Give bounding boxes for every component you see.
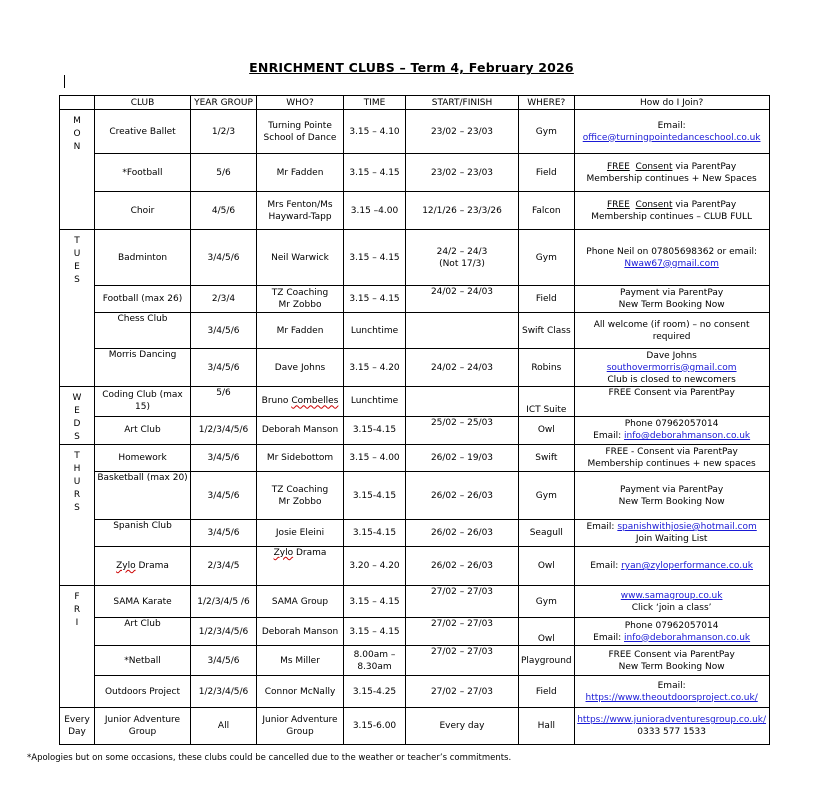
join-info: Phone 07962057014 Email: info@deborahmanson.co.uk xyxy=(574,416,769,444)
club-name: Art Club xyxy=(95,618,191,646)
dates: 25/02 – 25/03 xyxy=(406,416,519,444)
table-row xyxy=(60,387,770,417)
who: Mrs Fenton/Ms Hayward-Tapp xyxy=(257,192,344,230)
table-row xyxy=(60,349,770,387)
website-link[interactable]: www.samagroup.co.uk xyxy=(620,590,723,601)
dates: 27/02 – 27/03 xyxy=(406,586,519,618)
who: Zylo Drama xyxy=(257,547,344,586)
time: 3.15 – 4.15 xyxy=(344,618,406,646)
who: Deborah Manson xyxy=(257,416,344,444)
club-name: Basketball (max 20) xyxy=(95,472,191,520)
dates: 12/1/26 – 23/3/26 xyxy=(406,192,519,230)
dates: 26/02 – 26/03 xyxy=(406,547,519,586)
header-row xyxy=(60,96,770,110)
where: Owl xyxy=(519,618,575,646)
email-link[interactable]: info@deborahmanson.co.uk xyxy=(624,431,751,442)
club-name: *Football xyxy=(95,154,191,192)
table-row xyxy=(60,230,770,286)
header-who: WHO? xyxy=(257,96,344,110)
day-label-weds: W E D S xyxy=(60,387,95,445)
year-group: 4/5/6 xyxy=(191,192,257,230)
where: Gym xyxy=(519,472,575,520)
who: Mr Sidebottom xyxy=(257,445,344,472)
year-group: 3/4/5/6 xyxy=(191,445,257,472)
where: Falcon xyxy=(519,192,575,230)
where: Owl xyxy=(519,416,575,444)
dates: 26/02 – 26/03 xyxy=(406,472,519,520)
club-name: Zylo Drama xyxy=(95,547,191,586)
table-row xyxy=(60,472,770,520)
table-row xyxy=(60,708,770,745)
table-row xyxy=(60,416,770,444)
who: Dave Johns xyxy=(257,349,344,387)
who: Neil Warwick xyxy=(257,230,344,286)
join-info: All welcome (if room) – no consent required xyxy=(574,313,769,349)
where: Gym xyxy=(519,586,575,618)
time: 3.15 – 4.15 xyxy=(344,586,406,618)
time: 3.15-4.25 xyxy=(344,676,406,708)
where: Owl xyxy=(519,547,575,586)
dates: 26/02 – 19/03 xyxy=(406,445,519,472)
year-group: All xyxy=(191,708,257,745)
where: Seagull xyxy=(519,520,575,547)
club-name: Art Club xyxy=(95,416,191,444)
table-row xyxy=(60,646,770,676)
year-group: 5/6 xyxy=(191,154,257,192)
club-name: Badminton xyxy=(95,230,191,286)
club-name: Chess Club xyxy=(95,313,191,349)
who: Junior Adventure Group xyxy=(257,708,344,745)
who: Deborah Manson xyxy=(257,618,344,646)
dates: 27/02 – 27/03 xyxy=(406,618,519,646)
year-group: 1/2/3/4/5 /6 xyxy=(191,586,257,618)
dates: 23/02 – 23/03 xyxy=(406,110,519,154)
where: Field xyxy=(519,676,575,708)
day-label-fri: F R I xyxy=(60,586,95,708)
time: 3.15 – 4.00 xyxy=(344,445,406,472)
table-row xyxy=(60,676,770,708)
time: 3.15 – 4.15 xyxy=(344,230,406,286)
club-name: *Netball xyxy=(95,646,191,676)
year-group: 3/4/5/6 xyxy=(191,313,257,349)
dates: 23/02 – 23/03 xyxy=(406,154,519,192)
club-name: Choir xyxy=(95,192,191,230)
where: Field xyxy=(519,286,575,313)
join-info: Email: ryan@zyloperformance.co.uk xyxy=(574,547,769,586)
time: Lunchtime xyxy=(344,313,406,349)
dates: 26/02 – 26/03 xyxy=(406,520,519,547)
where: Swift xyxy=(519,445,575,472)
day-label-tues: T U E S xyxy=(60,230,95,387)
who: Connor McNally xyxy=(257,676,344,708)
dates: 27/02 – 27/03 xyxy=(406,676,519,708)
table-row xyxy=(60,110,770,154)
join-info: Phone Neil on 07805698362 or email: Nwaw67@gmail.com xyxy=(574,230,769,286)
time: 3.15 – 4.10 xyxy=(344,110,406,154)
year-group: 1/2/3 xyxy=(191,110,257,154)
dates: 24/02 – 24/03 xyxy=(406,349,519,387)
time: 3.20 – 4.20 xyxy=(344,547,406,586)
club-name: Outdoors Project xyxy=(95,676,191,708)
time: 3.15 – 4.15 xyxy=(344,286,406,313)
day-label-thurs: T H U R S xyxy=(60,445,95,586)
where: Swift Class xyxy=(519,313,575,349)
time: 3.15 –4.00 xyxy=(344,192,406,230)
club-name: Football (max 26) xyxy=(95,286,191,313)
header-dates: START/FINISH xyxy=(406,96,519,110)
time: Lunchtime xyxy=(344,387,406,417)
year-group: 2/3/4/5 xyxy=(191,547,257,586)
year-group: 1/2/3/4/5/6 xyxy=(191,416,257,444)
clubs-table xyxy=(59,95,770,745)
time: 3.15-4.15 xyxy=(344,472,406,520)
join-info: https://www.junioradventuresgroup.co.uk/ 0333 577 1533 xyxy=(574,708,769,745)
day-label-every-day: Every Day xyxy=(60,708,95,745)
join-info: Dave Johns southovermorris@gmail.com Club is closed to newcomers xyxy=(574,349,769,387)
club-name: Homework xyxy=(95,445,191,472)
website-link[interactable]: https://www.junioradventuresgroup.co.uk/ xyxy=(577,715,767,725)
club-name: Coding Club (max 15) xyxy=(95,387,191,417)
year-group: 2/3/4 xyxy=(191,286,257,313)
club-name: Junior Adventure Group xyxy=(95,708,191,745)
dates: 24/2 – 24/3 (Not 17/3) xyxy=(406,230,519,286)
who: Turning Pointe School of Dance xyxy=(257,110,344,154)
website-link[interactable]: https://www.theoutdoorsproject.co.uk/ xyxy=(585,692,758,703)
who: TZ Coaching Mr Zobbo xyxy=(257,472,344,520)
where: Field xyxy=(519,154,575,192)
day-label-mon: M O N xyxy=(60,110,95,230)
where: Playground xyxy=(519,646,575,676)
who: Mr Fadden xyxy=(257,154,344,192)
header-where: WHERE? xyxy=(519,96,575,110)
table-row xyxy=(60,547,770,586)
where: Gym xyxy=(519,230,575,286)
who: Bruno Combelles xyxy=(257,387,344,417)
join-info: FREE Consent via ParentPay Membership continues – CLUB FULL xyxy=(574,192,769,230)
join-info: Payment via ParentPay New Term Booking Now xyxy=(574,472,769,520)
table-row xyxy=(60,192,770,230)
table-row xyxy=(60,445,770,472)
table-row xyxy=(60,618,770,646)
table-row xyxy=(60,520,770,547)
time: 3.15 – 4.20 xyxy=(344,349,406,387)
who: SAMA Group xyxy=(257,586,344,618)
email-link[interactable]: info@deborahmanson.co.uk xyxy=(624,632,751,643)
join-info: FREE Consent via ParentPay New Term Booking Now xyxy=(574,646,769,676)
join-info: FREE Consent via ParentPay Membership continues + New Spaces xyxy=(574,154,769,192)
header-club: CLUB xyxy=(95,96,191,110)
who: TZ Coaching Mr Zobbo xyxy=(257,286,344,313)
email-link[interactable]: ryan@zyloperformance.co.uk xyxy=(621,561,753,571)
year-group: 1/2/3/4/5/6 xyxy=(191,676,257,708)
join-info: Phone 07962057014 Email: info@deborahmanson.co.uk xyxy=(574,618,769,646)
year-group: 5/6 xyxy=(191,387,257,417)
year-group: 1/2/3/4/5/6 xyxy=(191,618,257,646)
time: 3.15-4.15 xyxy=(344,520,406,547)
header-time: TIME xyxy=(344,96,406,110)
email-link[interactable]: spanishwithjosie@hotmail.com xyxy=(617,522,757,532)
year-group: 3/4/5/6 xyxy=(191,646,257,676)
where: Hall xyxy=(519,708,575,745)
dates: 24/02 – 24/03 xyxy=(406,286,519,313)
time: 3.15-6.00 xyxy=(344,708,406,745)
where: ICT Suite xyxy=(519,387,575,417)
who: Ms Miller xyxy=(257,646,344,676)
dates xyxy=(406,313,519,349)
header-year: YEAR GROUP xyxy=(191,96,257,110)
header-day xyxy=(60,96,95,110)
join-info: www.samagroup.co.uk Click ‘join a class’ xyxy=(574,586,769,618)
join-info: Email: spanishwithjosie@hotmail.com Join Waiting List xyxy=(574,520,769,547)
time: 3.15-4.15 xyxy=(344,416,406,444)
time: 3.15 – 4.15 xyxy=(344,154,406,192)
page-title: ENRICHMENT CLUBS – Term 4, February 2026 xyxy=(249,60,574,75)
who: Josie Eleini xyxy=(257,520,344,547)
header-join: How do I Join? xyxy=(574,96,769,110)
club-name: Spanish Club xyxy=(95,520,191,547)
text-cursor xyxy=(64,75,65,88)
dates xyxy=(406,387,519,417)
who: Mr Fadden xyxy=(257,313,344,349)
join-info: Payment via ParentPay New Term Booking Now xyxy=(574,286,769,313)
club-name: Morris Dancing xyxy=(95,349,191,387)
join-info: FREE - Consent via ParentPay Membership continues + new spaces xyxy=(574,445,769,472)
dates: Every day xyxy=(406,708,519,745)
footnote: *Apologies but on some occasions, these clubs could be cancelled due to the weather or teacher’s commitments. xyxy=(27,753,512,763)
time: 8.00am – 8.30am xyxy=(344,646,406,676)
table-row xyxy=(60,313,770,349)
table-row xyxy=(60,586,770,618)
join-info: Email: office@turningpointedanceschool.co.uk xyxy=(574,110,769,154)
club-name: SAMA Karate xyxy=(95,586,191,618)
year-group: 3/4/5/6 xyxy=(191,349,257,387)
email-link[interactable]: office@turningpointedanceschool.co.uk xyxy=(582,132,761,143)
club-name: Creative Ballet xyxy=(95,110,191,154)
join-info: FREE Consent via ParentPay xyxy=(574,387,769,417)
dates: 27/02 – 27/03 xyxy=(406,646,519,676)
email-link[interactable]: southovermorris@gmail.com xyxy=(606,362,737,373)
join-info: Email: https://www.theoutdoorsproject.co.uk/ xyxy=(574,676,769,708)
table-row xyxy=(60,286,770,313)
where: Robins xyxy=(519,349,575,387)
where: Gym xyxy=(519,110,575,154)
table-row xyxy=(60,154,770,192)
email-link[interactable]: Nwaw67@gmail.com xyxy=(624,258,719,269)
year-group: 3/4/5/6 xyxy=(191,472,257,520)
year-group: 3/4/5/6 xyxy=(191,230,257,286)
year-group: 3/4/5/6 xyxy=(191,520,257,547)
